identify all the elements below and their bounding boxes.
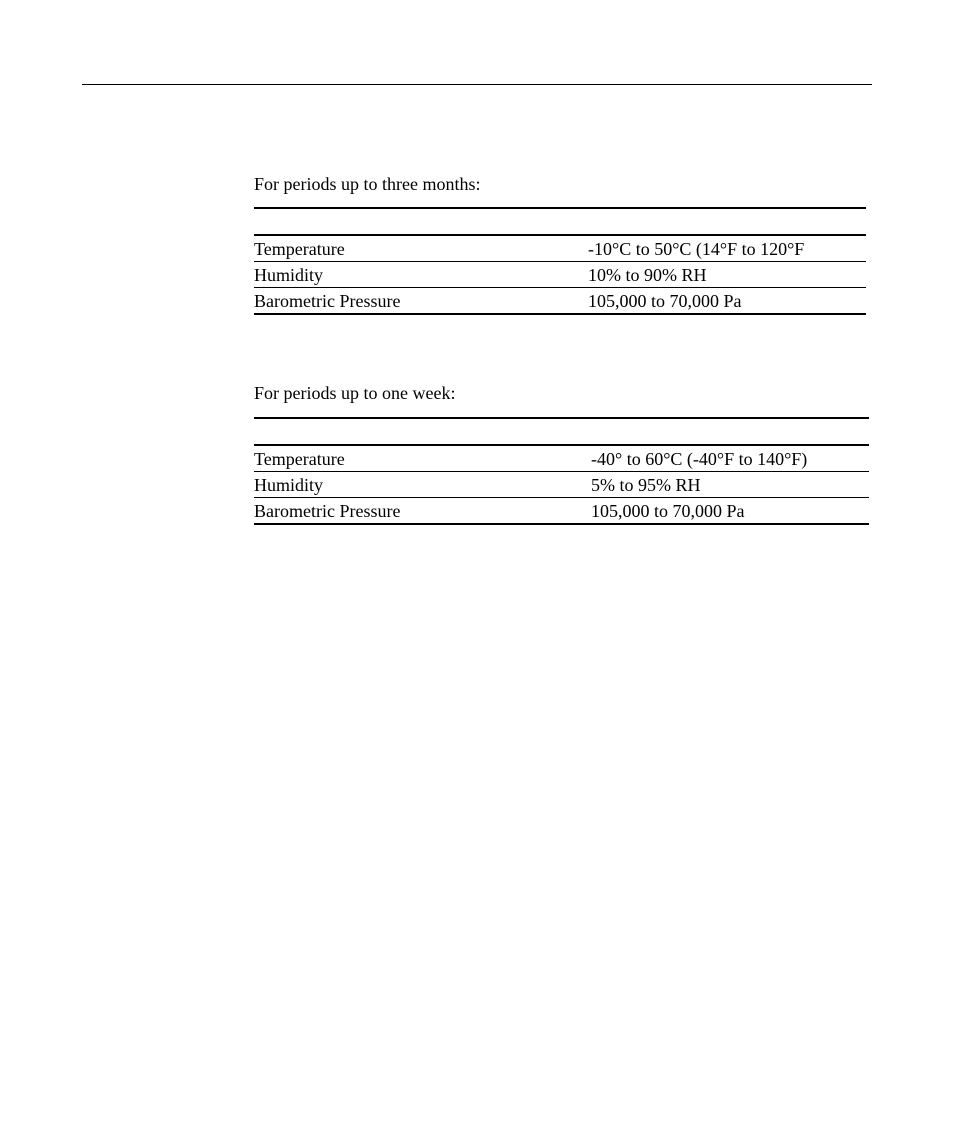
value-cell: 105,000 to 70,000 Pa (591, 501, 745, 521)
parameter-cell: Barometric Pressure (254, 501, 401, 521)
section-intro-three-months: For periods up to three months: (254, 174, 481, 194)
table-row (254, 498, 869, 525)
header-rule (82, 84, 872, 85)
parameter-cell: Temperature (254, 239, 345, 259)
value-cell: -40° to 60°C (-40°F to 140°F) (591, 449, 808, 469)
parameter-cell: Barometric Pressure (254, 291, 401, 311)
value-cell: 10% to 90% RH (588, 265, 707, 285)
value-cell: -10°C to 50°C (14°F to 120°F (588, 239, 805, 259)
table-header-row (254, 209, 866, 236)
value-cell: 5% to 95% RH (591, 475, 701, 495)
table-header-row (254, 419, 869, 446)
section-intro-one-week: For periods up to one week: (254, 383, 456, 403)
storage-spec-table-three-months (254, 207, 866, 315)
value-cell: 105,000 to 70,000 Pa (588, 291, 742, 311)
parameter-cell: Humidity (254, 475, 324, 495)
parameter-cell: Humidity (254, 265, 324, 285)
table-row (254, 262, 866, 288)
storage-spec-table-one-week (254, 417, 869, 525)
parameter-cell: Temperature (254, 449, 345, 469)
table-row (254, 236, 866, 262)
table-row (254, 446, 869, 472)
table-row (254, 472, 869, 498)
table-row (254, 288, 866, 315)
